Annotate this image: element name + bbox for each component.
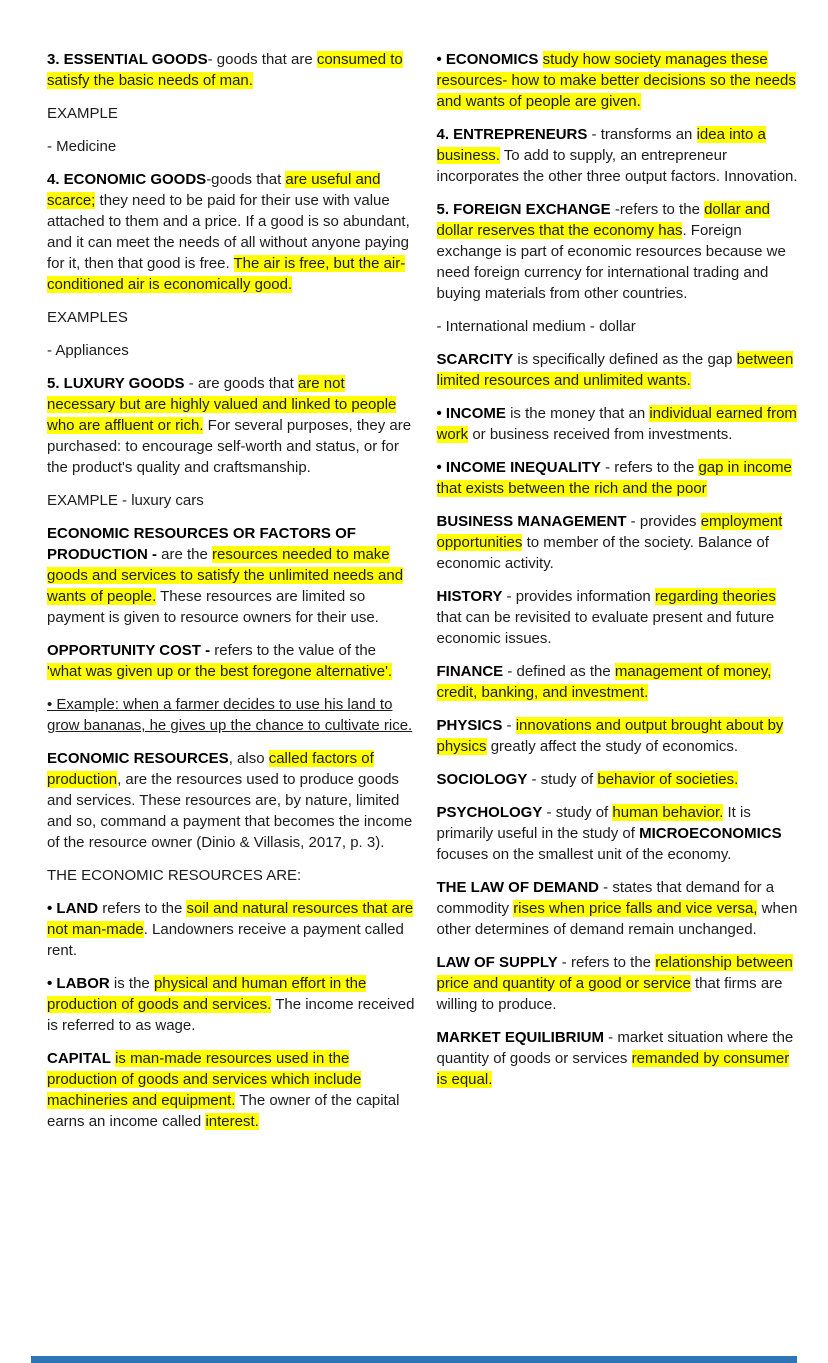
paragraph [437,1027,805,1090]
term-label: • LAND [47,900,99,917]
text-run: . Landowners receive a payment called rent. [47,921,404,959]
text-run: . Foreign exchange is part of economic resources because we need foreign currency for international trading and buying materials from other countries. [436,222,786,302]
text-run: EXAMPLE [47,105,118,122]
highlighted-text-run: study how society manages these resources- how to make better decisions so the needs and wants of people are given. [436,51,796,110]
text-run: - provides information [502,588,655,605]
text-run: -refers to the [610,201,705,218]
text-run: - Medicine [47,138,117,155]
paragraph [47,1048,415,1132]
highlighted-text-run: physical and human effort in the production of goods and services. [47,975,367,1013]
paragraph [437,199,805,304]
paragraph [437,316,805,337]
text-run: - Appliances [47,342,129,359]
highlighted-text-run: employment opportunities [436,513,783,551]
paragraph [47,340,415,361]
term-label: 4. ENTREPRENEURS [436,126,588,143]
term-label: HISTORY [436,588,503,605]
text-run: they need to be paid for their use with value attached to them and a price. If a good is so abundant, and it can meet the needs of all without anyone paying for it, then that good is free. [47,192,410,272]
highlighted-text-run: between limited resources and unlimited wants. [436,351,794,389]
text-run: The income received is referred to as wage. [47,996,415,1034]
term-label: SCARCITY [436,351,514,368]
text-run: - states that demand for a commodity [436,879,775,917]
term-label: CAPITAL [47,1050,111,1067]
text-run: is the money that an [505,405,650,422]
paragraph [47,640,415,682]
text-run: - study of [527,771,598,788]
text-run: -goods that [206,171,286,188]
column-right [437,49,805,1144]
text-run: - are goods that [184,375,298,392]
highlighted-text-run: are not necessary but are highly valued and linked to people who are affluent or rich. [47,375,397,434]
text-run: EXAMPLES [47,309,128,326]
highlighted-text-run: consumed to satisfy the basic needs of man. [47,51,403,89]
highlighted-text-run: human behavior. [612,804,724,821]
paragraph [47,373,415,478]
highlighted-text-run: 'what was given up or the best foregone alternative'. [47,663,393,680]
paragraph [437,349,805,391]
paragraph [47,865,415,886]
text-run: • Example: when a farmer decides to use his land to grow bananas, he gives up the chance to cultivate rice. [47,696,413,734]
term-label: PHYSICS [436,717,503,734]
text-run: - International medium - dollar [436,318,636,335]
term-label: • LABOR [47,975,110,992]
term-label: • INCOME [436,405,506,422]
paragraph [437,586,805,649]
highlighted-text-run: behavior of societies. [597,771,739,788]
highlighted-text-run: is man-made resources used in the production of goods and services which include machineries and equipment. [47,1050,362,1109]
paragraph [437,661,805,703]
term-label: 5. LUXURY GOODS [47,375,185,392]
highlighted-text-run: interest. [205,1113,259,1130]
highlighted-text-run: idea into a business. [436,126,766,164]
term-label: 5. FOREIGN EXCHANGE [436,201,611,218]
text-run: The owner of the capital earns an income called [47,1092,400,1130]
paragraph [47,136,415,157]
text-run: It is primarily useful in the study of [436,804,751,842]
highlighted-text-run: relationship between price and quantity of a good or service [436,954,793,992]
paragraph [437,457,805,499]
term-label: SOCIOLOGY [436,771,528,788]
highlighted-text-run: The air is free, but the air-conditioned air is economically good. [47,255,406,293]
highlighted-text-run: soil and natural resources that are not man-made [47,900,414,938]
term-label: FINANCE [436,663,504,680]
paragraph [437,877,805,940]
term-label: OPPORTUNITY COST - [47,642,211,659]
term-label: PSYCHOLOGY [436,804,543,821]
paragraph [47,694,415,736]
paragraph [437,124,805,187]
text-run: are the [157,546,213,563]
paragraph [437,511,805,574]
text-run: - provides [626,513,701,530]
paragraph [437,49,805,112]
paragraph [47,307,415,328]
text-run: or business received from investments. [468,426,733,443]
paragraph [47,49,415,91]
term-label: MICROECONOMICS [639,825,782,842]
term-label: THE LAW OF DEMAND [436,879,599,896]
term-label: • ECONOMICS [436,51,539,68]
paragraph [437,715,805,757]
paragraph [47,103,415,124]
text-run: - refers to the [600,459,699,476]
highlighted-text-run: are useful and scarce; [47,171,381,209]
paragraph [47,973,415,1036]
column-left [47,49,415,1144]
text-run: - market situation where the quantity of goods or services [436,1029,794,1067]
paragraph [437,802,805,865]
highlighted-text-run: gap in income that exists between the rich and the poor [436,459,792,497]
paragraph [437,952,805,1015]
text-run: , are the resources used to produce goods and services. These resources are, by nature, limited and so, command a payment that becomes the income of the resource owner (Dinio & Villasis, 2017, p. 3). [47,771,413,851]
paragraph [47,748,415,853]
paragraph [47,169,415,295]
highlighted-text-run: called factors of production [47,750,374,788]
term-label: ECONOMIC RESOURCES OR FACTORS OF PRODUCTION - [47,525,356,563]
highlighted-text-run: regarding theories [654,588,776,605]
text-run: that can be revisited to evaluate present and future economic issues. [436,609,775,647]
highlighted-text-run: resources needed to make goods and services to satisfy the unlimited needs and wants of people. [47,546,404,605]
text-run: - defined as the [503,663,615,680]
text-run: THE ECONOMIC RESOURCES ARE: [47,867,302,884]
text-run: refers to the value of the [210,642,377,659]
next-page-blue-strip-cutoff [31,1356,797,1363]
text-run: is specifically defined as the gap [513,351,737,368]
text-run: - [502,717,516,734]
term-label: • INCOME INEQUALITY [436,459,601,476]
text-run: that firms are willing to produce. [436,975,783,1013]
text-run: focuses on the smallest unit of the economy. [436,846,732,863]
text-run: - goods that are [207,51,317,68]
term-label: MARKET EQUILIBRIUM [436,1029,604,1046]
highlighted-text-run: innovations and output brought about by physics [436,717,784,755]
paragraph [47,523,415,628]
term-label: 4. ECONOMIC GOODS [47,171,207,188]
term-label: LAW OF SUPPLY [436,954,558,971]
paragraph [47,490,415,511]
highlighted-text-run: management of money, credit, banking, and investment. [436,663,772,701]
highlighted-text-run: remanded by consumer is equal. [436,1050,790,1088]
paragraph [437,403,805,445]
text-run: - transforms an [587,126,697,143]
text-run [538,51,542,68]
text-run: refers to the [98,900,187,917]
text-run: when other determines of demand remain unchanged. [436,900,798,938]
text-run: EXAMPLE - luxury cars [47,492,204,509]
text-run: These resources are limited so payment is given to resource owners for their use. [47,588,379,626]
text-run: is the [109,975,154,992]
term-label: BUSINESS MANAGEMENT [436,513,627,530]
paragraph [47,898,415,961]
highlighted-text-run: dollar and dollar reserves that the economy has [436,201,770,239]
paragraph [437,769,805,790]
text-run: - refers to the [557,954,656,971]
text-run: To add to supply, an entrepreneur incorporates the other three output factors. Innovation. [436,147,798,185]
text-run: - study of [542,804,613,821]
text-run: to member of the society. Balance of economic activity. [436,534,769,572]
highlighted-text-run: individual earned from work [436,405,797,443]
text-run: For several purposes, they are purchased: to encourage self-worth and status, or for the product's quality and craftsmanship. [47,417,412,476]
highlighted-text-run: rises when price falls and vice versa, [513,900,758,917]
term-label: ECONOMIC RESOURCES [47,750,229,767]
term-label: 3. ESSENTIAL GOODS [47,51,208,68]
text-run: greatly affect the study of economics. [486,738,739,755]
text-run: , also [228,750,269,767]
